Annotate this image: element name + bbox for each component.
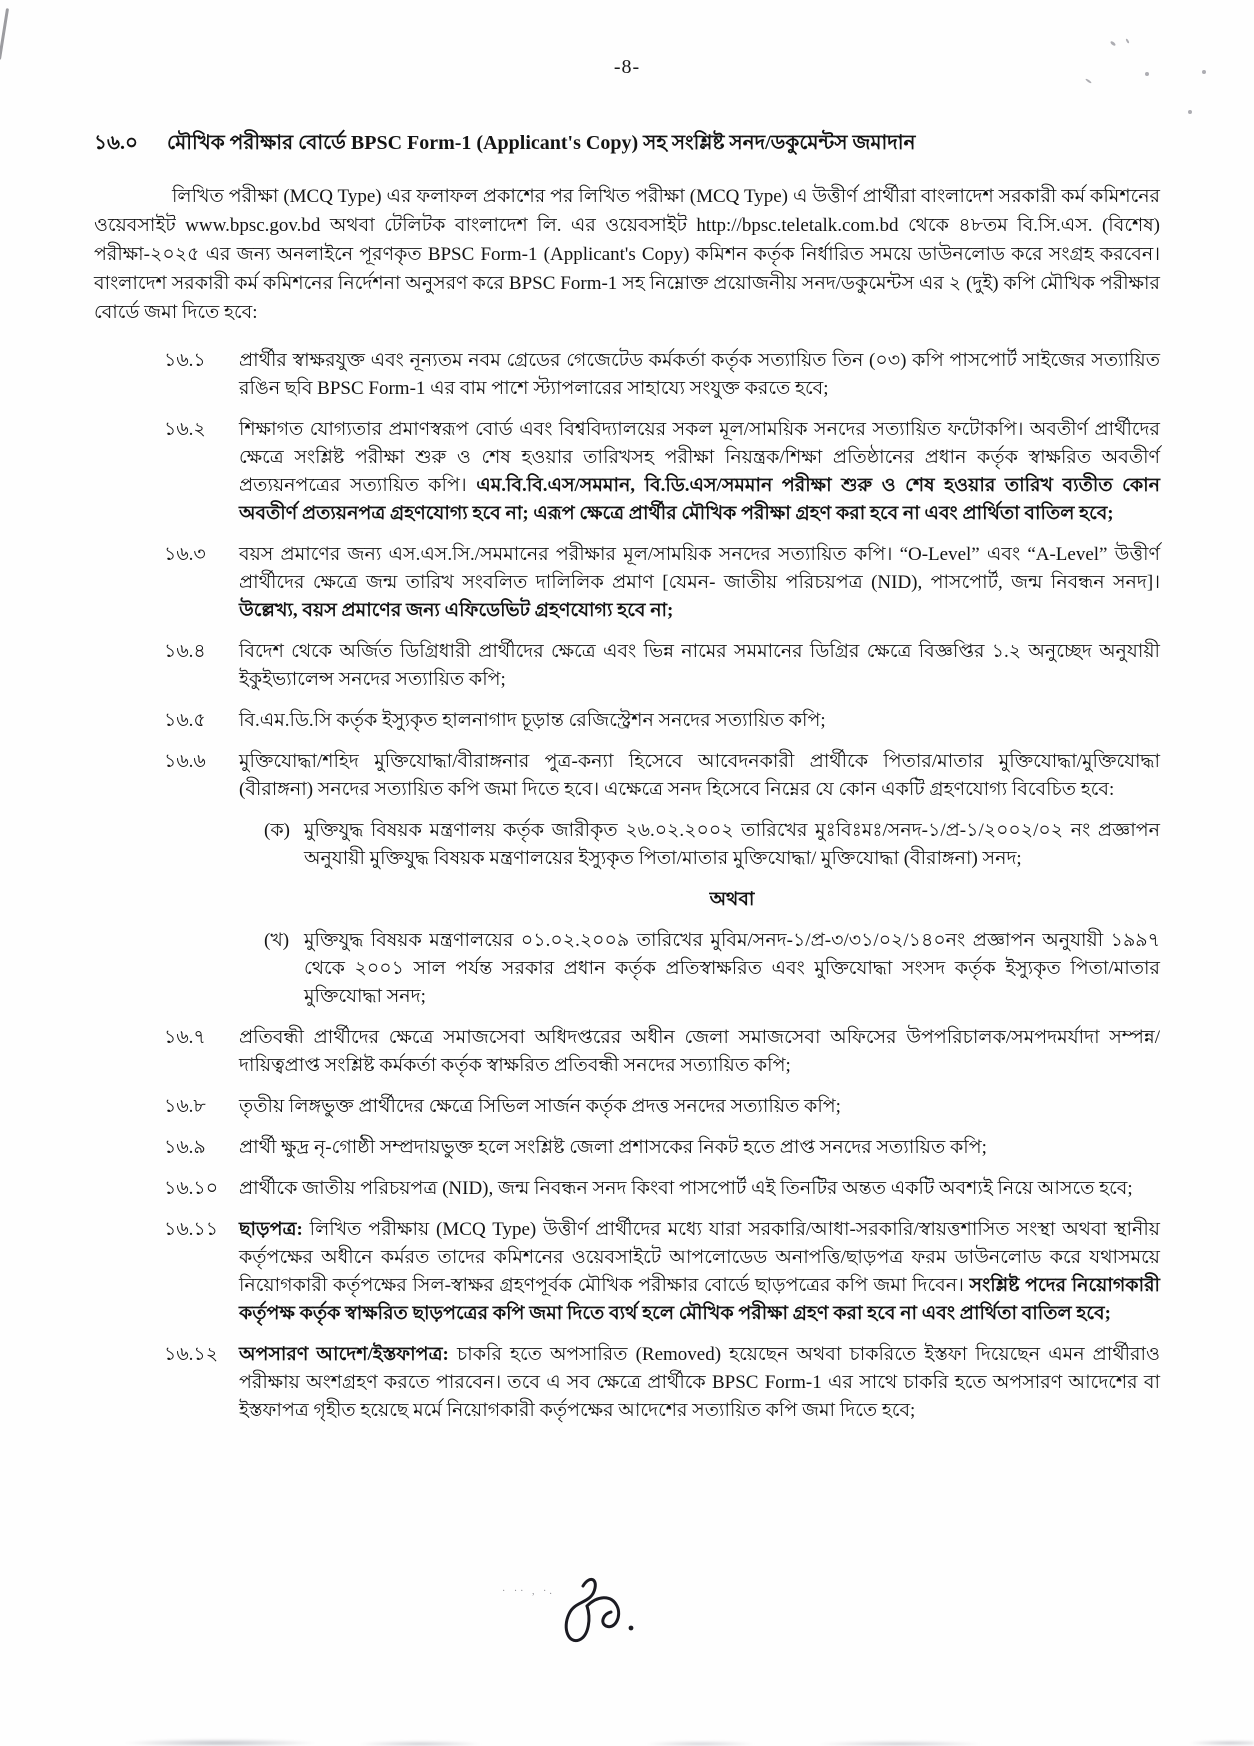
item-row — [94, 1134, 1160, 1162]
item-text-segment: প্রার্থী ক্ষুদ্র নৃ-গোষ্ঠী সম্প্রদায়ভুক্ত হলে সংশ্লিষ্ট জেলা প্রশাসকের নিকট হতে প্রাপ্ত সনদের সত্যায়িত কপি; — [239, 1137, 987, 1158]
item-number: (খ) — [264, 930, 290, 951]
item-text — [239, 1134, 1160, 1162]
item-number: ১৬.১ — [164, 350, 206, 371]
item-number: ১৬.৭ — [164, 1027, 206, 1048]
item-text-segment: প্রার্থীকে জাতীয় পরিচয়পত্র (NID), জন্ম নিবন্ধন সনদ কিংবা পাসপোর্ট এই তিনটির অন্তত একটি অবশ্যই নিয়ে আসতে হবে; — [239, 1178, 1133, 1199]
item-row — [94, 1093, 1160, 1121]
item-number: ১৬.৫ — [164, 710, 206, 731]
item-text-segment: লিখিত পরীক্ষায় (MCQ Type) উত্তীর্ণ প্রার্থীদের মধ্যে যারা সরকারি/আধা-সরকারি/স্বায়ত্তশাসিত সংস্থা অথবা স্থানীয় কর্তৃপক্ষের অধীনে কর্মরত তাদের কমিশনের ওয়েবসাইটে আপলোডেড অনাপত্তি/ছাড়পত্র ফরম ডাউনলোড করে যথাসময়ে নিয়োগকারী কর্তৃপক্ষের সিল-স্বাক্ষর গ্রহণপূর্বক মৌখিক পরীক্ষার বোর্ডে ছাড়পত্রের কপি জমা দিবেন। — [239, 1219, 1160, 1296]
items-list — [94, 347, 1160, 1425]
pen-specks: · ·· , ·. — [502, 1586, 555, 1597]
item-text-segment: তৃতীয় লিঙ্গভুক্ত প্রার্থীদের ক্ষেত্রে সিভিল সার্জন কর্তৃক প্রদত্ত সনদের সত্যায়িত কপি; — [239, 1096, 841, 1117]
item-row — [94, 1175, 1160, 1203]
item-text-bold-segment: অপসারণ আদেশ/ইস্তফাপত্র: — [239, 1344, 449, 1365]
item-row — [94, 1024, 1160, 1080]
item-text-segment: বিদেশ থেকে অর্জিত ডিগ্রিধারী প্রার্থীদের ক্ষেত্রে এবং ভিন্ন নামের সমমানের ডিগ্রির ক্ষেত্রে বিজ্ঞপ্তির ১.২ অনুচ্ছেদ অনুযায়ী ইকুইভ্যালেন্স সনদের সত্যায়িত কপি; — [239, 641, 1160, 690]
item-number: ১৬.৮ — [164, 1096, 206, 1117]
item-text-bold-segment: সংশ্লিষ্ট পদের নিয়োগকারী কর্তৃপক্ষ কর্তৃক স্বাক্ষরিত ছাড়পত্রের কপি জমা দিতে ব্যর্থ হলে মৌখিক পরীক্ষা গ্রহণ করা হবে না এবং প্রার্থিতা বাতিল হবে; — [239, 1275, 1160, 1324]
scan-bottom-smudge — [0, 1734, 1254, 1746]
item-number: ১৬.১০ — [164, 1178, 219, 1199]
item-number: ১৬.৬ — [164, 751, 206, 772]
item-row — [94, 1341, 1160, 1425]
item-number: ১৬.৪ — [164, 641, 206, 662]
item-text-bold-segment: এম.বি.বি.এস/সমমান, বি.ডি.এস/সমমান পরীক্ষা শুরু ও শেষ হওয়ার তারিখ ব্যতীত কোন অবতীর্ণ প্রত্যয়নপত্র গ্রহণযোগ্য হবে না; এরূপ ক্ষেত্রে প্রার্থীর মৌখিক পরীক্ষা গ্রহণ করা হবে না এবং প্রার্থিতা বাতিল হবে; — [239, 475, 1160, 524]
item-text — [239, 748, 1160, 804]
item-text-segment: মুক্তিযুদ্ধ বিষয়ক মন্ত্রণালয়ের ০১.০২.২০০৯ তারিখের মুবিম/সনদ-১/প্র-৩/৩১/০২/১৪০নং প্রজ্ঞাপন অনুযায়ী ১৯৯৭ থেকে ২০০১ সাল পর্যন্ত সরকার প্রধান কর্তৃক প্রতিস্বাক্ষরিত এবং মুক্তিযোদ্ধা সংসদ কর্তৃক ইস্যুকৃত পিতা/মাতার মুক্তিযোদ্ধা সনদ; — [304, 930, 1160, 1007]
item-number: ১৬.৩ — [164, 544, 206, 565]
item-text — [304, 927, 1160, 1011]
intro-paragraph: লিখিত পরীক্ষা (MCQ Type) এর ফলাফল প্রকাশের পর লিখিত পরীক্ষা (MCQ Type) এ উত্তীর্ণ প্রার্থীরা বাংলাদেশ সরকারী কর্ম কমিশনের ওয়েবসাইট www.bpsc.gov.bd অথবা টেলিটক বাংলাদেশ লি. এর ওয়েবসাইট http://bpsc.teletalk.com.bd থেকে ৪৮তম বি.সি.এস. (বিশেষ) পরীক্ষা-২০২৫ এর জন্য অনলাইনে পূরণকৃত BPSC Form-1 (Applicant's Copy) কমিশন কর্তৃক নির্ধারিত সময়ে ডাউনলোড করে সংগ্রহ করবেন। বাংলাদেশ সরকারী কর্ম কমিশনের নির্দেশনা অনুসরণ করে BPSC Form-1 সহ নিম্নোক্ত প্রয়োজনীয় সনদ/ডকুমেন্টস এর ২ (দুই) কপি মৌখিক পরীক্ষার বোর্ডে জমা দিতে হবে: — [94, 186, 1160, 323]
sub-item-row — [94, 927, 1160, 1011]
item-text-segment: মুক্তিযোদ্ধা/শহিদ মুক্তিযোদ্ধা/বীরাঙ্গনার পুত্র-কন্যা হিসেবে আবেদনকারী প্রার্থীকে পিতার/মাতার মুক্তিযোদ্ধা/মুক্তিযোদ্ধা (বীরাঙ্গনা) সনদের সত্যায়িত কপি জমা দিতে হবে। এক্ষেত্রে সনদ হিসেবে নিম্নের যে কোন একটি গ্রহণযোগ্য বিবেচিত হবে: — [239, 751, 1160, 800]
item-text-segment: বি.এম.ডি.সি কর্তৃক ইস্যুকৃত হালনাগাদ চূড়ান্ত রেজিস্ট্রেশন সনদের সত্যায়িত কপি; — [239, 710, 826, 731]
item-text — [304, 817, 1160, 873]
item-text-segment: শিক্ষাগত যোগ্যতার প্রমাণস্বরূপ বোর্ড এবং বিশ্ববিদ্যালয়ের সকল মূল/সাময়িক সনদের সত্যায়িত ফটোকপি। অবতীর্ণ প্রার্থীদের ক্ষেত্রে সংশ্লিষ্ট পরীক্ষা শুরু ও শেষ হওয়ার তারিখসহ পরীক্ষা নিয়ন্ত্রক/শিক্ষা প্রতিষ্ঠানের প্রধান কর্তৃক স্বাক্ষরিত অবতীর্ণ প্রত্যয়নপত্রের সত্যায়িত কপি। — [239, 419, 1160, 496]
item-row — [94, 416, 1160, 528]
item-text-segment: প্রতিবন্ধী প্রার্থীদের ক্ষেত্রে সমাজসেবা অধিদপ্তরের অধীন জেলা সমাজসেবা অফিসের উপপরিচালক/সমপদমর্যাদা সম্পন্ন/দায়িত্বপ্রাপ্ত সংশ্লিষ্ট কর্মকর্তা কর্তৃক স্বাক্ষরিত প্রতিবন্ধী সনদের সত্যায়িত কপি; — [239, 1027, 1160, 1076]
item-text — [239, 1024, 1160, 1080]
item-row — [94, 707, 1160, 735]
item-text-segment: মুক্তিযুদ্ধ বিষয়ক মন্ত্রণালয় কর্তৃক জারীকৃত ২৬.০২.২০০২ তারিখের মুঃবিঃমঃ/সনদ-১/প্র-১/২০০২/০২ নং প্রজ্ঞাপন অনুযায়ী মুক্তিযুদ্ধ বিষয়ক মন্ত্রণালয়ের ইস্যুকৃত পিতা/মাতার মুক্তিযোদ্ধা/ মুক্তিযোদ্ধা (বীরাঙ্গনা) সনদ; — [304, 820, 1160, 869]
item-text — [239, 347, 1160, 403]
item-text-bold-segment: ছাড়পত্র: — [239, 1219, 303, 1240]
item-text-segment: চাকরি হতে অপসারিত (Removed) হয়েছেন অথবা চাকরিতে ইস্তফা দিয়েছেন এমন প্রার্থীরাও পরীক্ষায় অংশগ্রহণ করতে পারবেন। তবে এ সব ক্ষেত্রে প্রার্থীকে BPSC Form-1 এর সাথে চাকরি হতে অপসারণ আদেশের বা ইস্তফাপত্র গৃহীত হয়েছে মর্মে নিয়োগকারী কর্তৃপক্ষের আদেশের সত্যায়িত কপি জমা দিতে হবে; — [239, 1344, 1161, 1421]
item-text — [239, 707, 1160, 735]
item-number: (ক) — [264, 820, 290, 841]
item-text-bold-segment: উল্লেখ্য, বয়স প্রমাণের জন্য এফিডেভিট গ্রহণযোগ্য হবে না; — [239, 600, 674, 621]
item-text — [239, 416, 1160, 528]
sub-item-row — [94, 817, 1160, 873]
item-text — [239, 1341, 1160, 1425]
item-text-segment: বয়স প্রমাণের জন্য এস.এস.সি./সমমানের পরীক্ষার মূল/সাময়িক সনদের সত্যায়িত কপি। “O-Level” এবং “A-Level” উত্তীর্ণ প্রার্থীদের ক্ষেত্রে জন্ম তারিখ সংবলিত দালিলিক প্রমাণ [যেমন- জাতীয় পরিচয়পত্র (NID), পাসপোর্ট, জন্ম নিবন্ধন সনদ]। — [239, 544, 1160, 593]
item-text — [239, 1175, 1160, 1203]
item-number: ১৬.২ — [164, 419, 206, 440]
item-row — [94, 638, 1160, 694]
item-text — [239, 638, 1160, 694]
section-title: মৌখিক পরীক্ষার বোর্ডে BPSC Form-1 (Applicant's Copy) সহ সংশ্লিষ্ট সনদ/ডকুমেন্টস জমাদান — [167, 132, 916, 154]
item-row — [94, 347, 1160, 403]
item-number: ১৬.১১ — [164, 1219, 219, 1240]
item-text-segment: প্রার্থীর স্বাক্ষরযুক্ত এবং নূন্যতম নবম গ্রেডের গেজেটেড কর্মকর্তা কর্তৃক সত্যায়িত তিন (০৩) কপি পাসপোর্ট সাইজের সত্যায়িত রঙিন ছবি BPSC Form-1 এর বাম পাশে স্ট্যাপলারের সাহায্যে সংযুক্ত করতে হবে; — [239, 350, 1160, 399]
item-text — [239, 1093, 1160, 1121]
item-text — [239, 1216, 1160, 1328]
section-number: ১৬.০ — [94, 132, 138, 154]
item-number: ১৬.৯ — [164, 1137, 206, 1158]
page-number: -8- — [613, 56, 641, 78]
section-heading — [94, 129, 1160, 157]
item-text — [239, 541, 1160, 625]
item-row — [94, 748, 1160, 804]
signature-mark — [545, 1566, 675, 1666]
item-row — [94, 541, 1160, 625]
item-row — [94, 1216, 1160, 1328]
item-number: ১৬.১২ — [164, 1344, 219, 1365]
or-connector: অথবা — [709, 889, 755, 910]
